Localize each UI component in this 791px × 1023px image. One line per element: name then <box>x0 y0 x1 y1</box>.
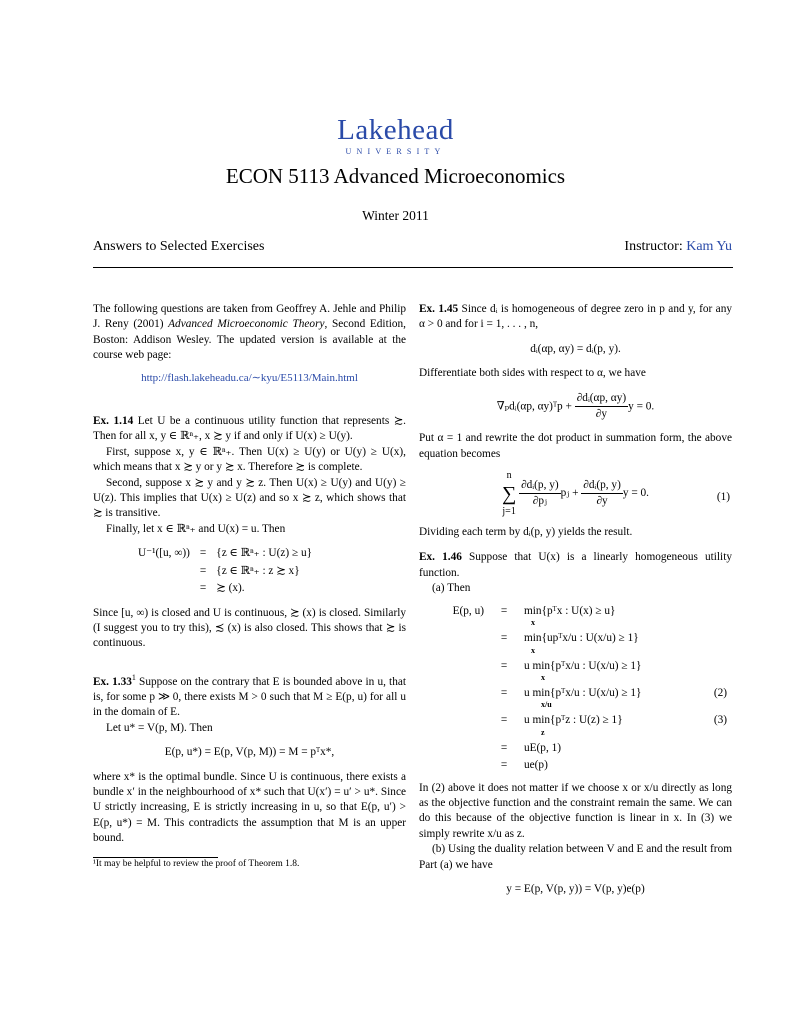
intro-paragraph <box>93 302 406 364</box>
derivation-lhs <box>419 757 489 774</box>
ex146-paragraph-1: In (2) above it does not matter if we choose x or x/u directly as long as the objective function and the constraint remain the same. We can do this because of the objective function is linear in x. In (3) we simply rewrite x/u as z. <box>419 781 732 840</box>
ex133-text: Suppose on the contrary that E is bounded above in u, that is, for some p ≫ 0, there exists M > 0 such that M ≥ E(p, u) for all u in the domain of E. <box>93 675 406 719</box>
derivation-number <box>692 630 732 647</box>
derivation-number <box>692 658 732 675</box>
ex114-paragraph-1: First, suppose x, y ∈ ℝⁿ₊. Then U(x) ≥ U(y) or U(y) ≥ U(x), which means that x ≿ y or y ≿ x. Therefore ≿ is complete. <box>93 445 406 474</box>
derivation-row <box>419 658 732 675</box>
equation-rhs: {z ∈ ℝⁿ₊ : U(z) ≥ u} <box>216 547 313 560</box>
course-title: ECON 5113 Advanced Microeconomics <box>225 164 566 188</box>
derivation-rhs: u min{pᵀz : U(z) ≥ 1} <box>524 714 623 727</box>
eq2-denominator: ∂y <box>595 408 608 421</box>
ex146-final-equation: y = E(p, V(p, y)) = V(p, y)e(p) <box>506 882 645 895</box>
summation-symbol <box>502 468 516 519</box>
upper-contour-equation <box>133 545 317 597</box>
sum-sign: ∑ <box>501 482 517 505</box>
derivation-lhs: E(p, u) <box>452 604 484 617</box>
eq3-fraction-2 <box>581 478 623 510</box>
eq3-numerator-2: ∂dᵢ(p, y) <box>581 478 623 494</box>
eq3-denominator-2: ∂y <box>596 495 608 508</box>
derivation-number <box>692 740 732 757</box>
derivation-subscript-row <box>419 648 732 658</box>
eq3-middle: pⱼ + <box>560 487 582 500</box>
derivation-relation: = <box>500 686 508 699</box>
eq3-end: y = 0. <box>622 487 649 500</box>
min-subscript: x <box>531 645 535 655</box>
derivation-subscript-row <box>419 730 732 740</box>
derivation-relation: = <box>500 659 508 672</box>
ex146-text: Suppose that U(x) is a linearly homogeneous utility function. <box>419 551 732 579</box>
derivation-subscript-row <box>419 620 732 630</box>
left-column <box>93 302 406 871</box>
eq3-denominator-1: ∂pⱼ <box>532 495 547 508</box>
ex114-statement <box>93 414 406 445</box>
intro-text-a: The following questions are taken from Geoffrey A. Jehle and Philip J. Reny (2001) <box>93 303 406 331</box>
derivation-number <box>692 757 732 774</box>
min-subscript: x <box>541 672 545 682</box>
ex114-paragraph-2: Second, suppose x ≿ y and y ≿ z. Then U(x) ≥ U(y) and U(y) ≥ U(z). This implies that U(x) ≥ U(z) and so x ≿ z, which shows that ≿ is transitive. <box>93 476 406 520</box>
derivation-lhs <box>419 658 489 675</box>
eq2-fraction <box>575 391 628 423</box>
derivation-lhs <box>419 630 489 647</box>
eq2-part-a: ∇ₚdᵢ(αp, αy)ᵀp + <box>496 400 575 413</box>
university-logo <box>0 114 791 156</box>
document-label: Answers to Selected Exercises <box>93 239 265 254</box>
derivation-rhs: ue(p) <box>524 759 548 772</box>
equation-number-1: (1) <box>716 491 730 504</box>
derivation-relation: = <box>500 632 508 645</box>
right-column <box>419 302 732 906</box>
ex145-paragraph-3: Dividing each term by dᵢ(p, y) yields the result. <box>419 526 633 539</box>
ex133-paragraph-2: where x* is the optimal bundle. Since U is continuous, there exists a bundle x′ in the neighbourhood of x* such that U(x′) = u′ > u*. Since U strictly increasing, E is strictly increasing in u, so that E(p, u′) > E(p, u*) = M. This contradicts the assumption that M is an upper bound. <box>93 770 406 845</box>
derivation-rhs: min{pᵀx : U(x) ≥ u} <box>524 604 616 617</box>
ex145-text: Since dᵢ is homogeneous of degree zero in p and y, for any α > 0 and for i = 1, . . . , n, <box>419 303 732 331</box>
ex133-equation: E(p, u*) = E(p, V(p, M)) = M = pᵀx*, <box>164 746 335 759</box>
min-subscript: x <box>531 618 535 628</box>
min-subscript: x/u <box>541 700 552 710</box>
eq3-fraction-1 <box>519 478 561 510</box>
term-label: Winter 2011 <box>362 208 429 223</box>
derivation-number: (2) <box>713 686 727 699</box>
instructor-link[interactable]: Kam Yu <box>686 239 732 254</box>
derivation-rhs: u min{pᵀx/u : U(x/u) ≥ 1} <box>524 686 642 699</box>
derivation-rhs: u min{pᵀx/u : U(x/u) ≥ 1} <box>524 659 642 672</box>
logo-subtitle: UNIVERSITY <box>345 147 446 156</box>
derivation-row <box>419 712 732 729</box>
ex114-text: Let U be a continuous utility function that represents ≿. Then for all x, y ∈ ℝⁿ₊, x ≿ y if and only if U(x) ≥ U(y). <box>93 415 406 443</box>
ex146-part-b: (b) Using the duality relation between V and E and the result from Part (a) we have <box>419 843 732 871</box>
ex146-part-a: (a) Then <box>432 582 471 595</box>
ex133-statement <box>93 670 406 721</box>
ex145-equation-3 <box>419 468 732 519</box>
intro-text-b: , Second Edition, Boston: Addison Wesley. The updated version is available at the course web page: <box>93 318 406 362</box>
derivation-relation: = <box>500 741 508 754</box>
course-url-link[interactable]: http://flash.lakeheadu.ca/∼kyu/E5113/Main.html <box>141 371 358 384</box>
expenditure-derivation <box>419 603 732 775</box>
ex146-statement <box>419 550 732 581</box>
derivation-lhs <box>419 712 489 729</box>
ex145-label: Ex. 1.45 <box>419 303 459 315</box>
derivation-rhs: min{upᵀx/u : U(x/u) ≥ 1} <box>524 632 639 645</box>
equation-rel: = <box>199 547 207 560</box>
ex145-statement <box>419 302 732 333</box>
equation-rhs: ≿ (x). <box>216 582 245 595</box>
eq2-part-b: y = 0. <box>628 400 655 413</box>
derivation-lhs <box>419 740 489 757</box>
footnote-marker: 1 <box>131 672 136 682</box>
ex145-equation-2 <box>419 391 732 423</box>
derivation-number: (3) <box>713 714 727 727</box>
ex133-label: Ex. 1.33 <box>93 675 132 688</box>
ex133-paragraph-1: Let u* = V(p, M). Then <box>106 721 213 734</box>
derivation-relation: = <box>500 714 508 727</box>
equation-lhs: U⁻¹([u, ∞)) <box>138 547 190 560</box>
equation-rhs: {z ∈ ℝⁿ₊ : z ≿ x} <box>216 564 300 577</box>
eq3-numerator-1: ∂dᵢ(p, y) <box>519 478 561 494</box>
min-subscript: z <box>541 727 545 737</box>
derivation-relation: = <box>500 759 508 772</box>
derivation-row <box>419 630 732 647</box>
derivation-row <box>419 757 732 774</box>
derivation-row <box>419 740 732 757</box>
logo-name: Lakehead <box>337 114 454 146</box>
ex145-paragraph-1: Differentiate both sides with respect to α, we have <box>419 367 646 380</box>
eq2-numerator: ∂dᵢ(αp, αy) <box>575 391 628 407</box>
sum-lower: j=1 <box>502 505 516 517</box>
equation-rel: = <box>199 582 207 595</box>
instructor-line <box>624 239 732 255</box>
derivation-lhs <box>419 685 489 702</box>
footnote: ¹It may be helpful to review the proof of Theorem 1.8. <box>93 858 300 869</box>
derivation-relation: = <box>500 604 508 617</box>
derivation-row <box>419 603 732 620</box>
ex114-label: Ex. 1.14 <box>93 415 134 428</box>
header-rule <box>93 267 733 268</box>
sum-upper: n <box>506 470 512 482</box>
ex114-paragraph-4: Since [u, ∞) is closed and U is continuous, ≿ (x) is closed. Similarly (I suggest you to try this), ≾ (x) is also closed. This shows that ≿ is continuous. <box>93 606 406 650</box>
instructor-label: Instructor: <box>624 239 687 254</box>
derivation-row <box>419 685 732 702</box>
ex114-paragraph-3: Finally, let x ∈ ℝⁿ₊ and U(x) = u. Then <box>106 522 286 535</box>
ex145-equation-1: dᵢ(αp, αy) = dᵢ(p, y). <box>530 342 621 355</box>
derivation-subscript-row <box>419 675 732 685</box>
derivation-number <box>692 603 732 620</box>
derivation-rhs: uE(p, 1) <box>524 741 562 754</box>
equation-rel: = <box>199 564 207 577</box>
book-title: Advanced Microeconomic Theory <box>168 318 325 331</box>
ex145-paragraph-2: Put α = 1 and rewrite the dot product in summation form, the above equation becomes <box>419 432 732 460</box>
ex146-label: Ex. 1.46 <box>419 551 462 564</box>
derivation-subscript-row <box>419 702 732 712</box>
